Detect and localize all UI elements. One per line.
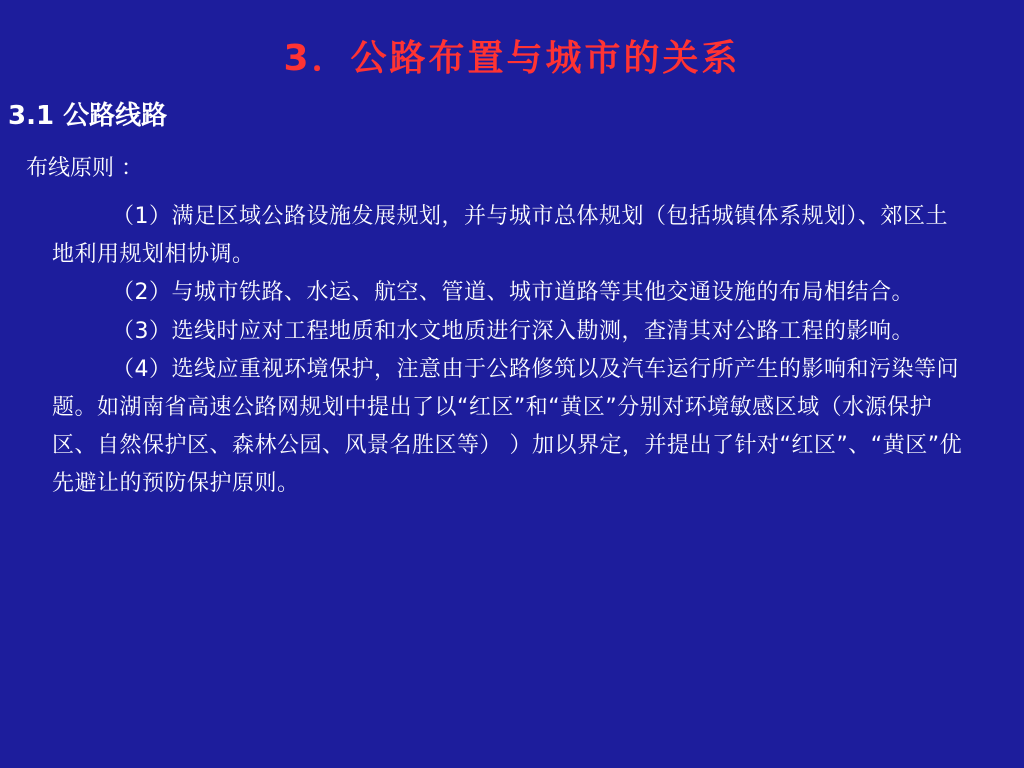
principle-paragraph-3: （3）选线时应对工程地质和水文地质进行深入勘测，查清其对公路工程的影响。 [112,318,914,344]
section-heading: 3.1 公路线路 [8,101,168,131]
slide-title: 3．公路布置与城市的关系 [283,38,741,79]
principles-subheading: 布线原则 ： [26,156,143,181]
principle-paragraph-4: （4）选线应重视环境保护，注意由于公路修筑以及汽车运行所产生的影响和污染等问题。如湖南省高速公路网规划中提出了以“红区”和“黄区”分别对环境敏感区域（水源保护区、自然保护区、森林公园、风景名胜区等） ）加以界定，并提出了针对“红区”、“黄区”优先避让的预防保护原则。 [52,356,963,497]
principle-paragraph-2: （2）与城市铁路、水运、航空、管道、城市道路等其他交通设施的布局相结合。 [112,280,914,306]
principles-list [52,198,968,504]
principle-paragraph-1: （1）满足区域公路设施发展规划，并与城市总体规划（包括城镇体系规划）、郊区土地利用规划相协调。 [52,204,948,268]
